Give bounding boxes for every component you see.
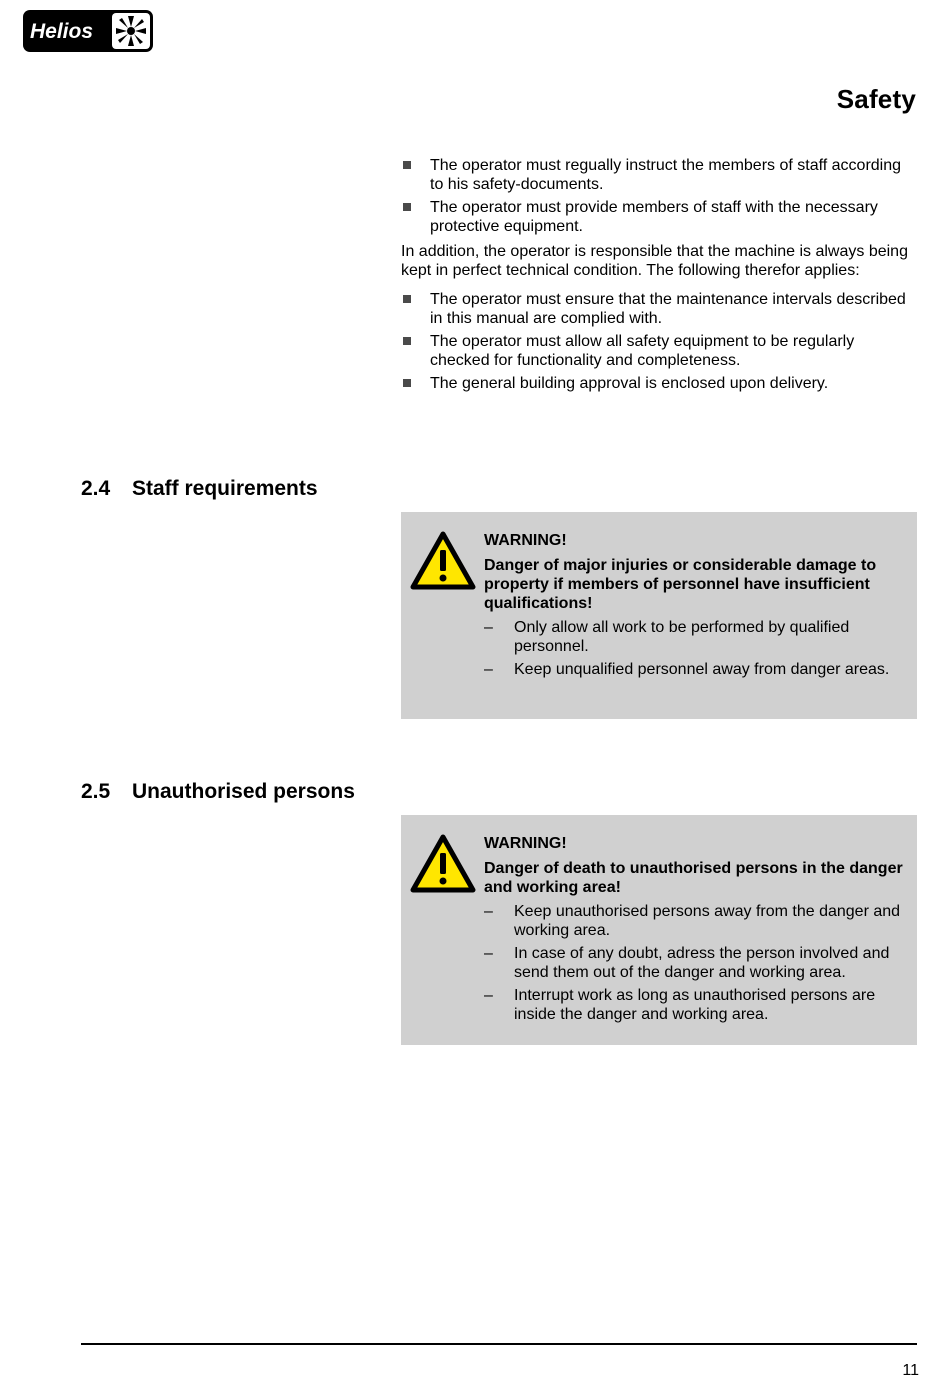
section-title: Staff requirements xyxy=(132,477,318,500)
list-item: – Only allow all work to be performed by qualified personnel. xyxy=(484,619,850,655)
section-title: Unauthorised persons xyxy=(132,780,355,803)
square-bullet-icon xyxy=(403,379,411,387)
warning-triangle-icon xyxy=(410,531,476,591)
dash-list xyxy=(484,618,907,679)
list-item: The general building approval is enclosed upon delivery. xyxy=(401,374,917,393)
footer-divider xyxy=(81,1343,917,1345)
square-bullet-icon xyxy=(403,337,411,345)
fan-icon xyxy=(116,16,146,46)
list-item: The operator must ensure that the maintenance intervals described in this manual are complied with. xyxy=(401,290,917,328)
section-heading xyxy=(81,477,318,501)
warning-box xyxy=(401,512,917,719)
square-bullet-icon xyxy=(403,203,411,211)
list-item: – In case of any doubt, adress the person involved and send them out of the danger and working area. xyxy=(484,945,890,981)
square-bullet-icon xyxy=(403,161,411,169)
list-item: The operator must provide members of staff with the necessary protective equipment. xyxy=(401,198,917,236)
page-number: 11 xyxy=(902,1362,919,1379)
bullet-list xyxy=(401,156,917,236)
square-bullet-icon xyxy=(403,295,411,303)
warning-box xyxy=(401,815,917,1045)
page-title: Safety xyxy=(836,84,916,114)
warning-triangle-icon xyxy=(410,834,476,894)
section-number: 2.5 xyxy=(81,780,111,803)
list-item: – Interrupt work as long as unauthorised persons are inside the danger and working area. xyxy=(484,987,876,1023)
list-item: The operator must allow all safety equipment to be regularly checked for functionality and completeness. xyxy=(401,332,917,370)
helios-logo xyxy=(22,9,154,53)
paragraph: In addition, the operator is responsible that the machine is always being kept in perfect technical condition. The following therefor applies: xyxy=(401,243,908,279)
list-item: – Keep unqualified personnel away from danger areas. xyxy=(484,661,890,678)
section-heading xyxy=(81,780,355,804)
section-number: 2.4 xyxy=(81,477,111,500)
warning-message: Danger of major injuries or considerable damage to property if members of personnel have insufficient qualifications! xyxy=(484,557,877,612)
list-item: The operator must regually instruct the members of staff according to his safety-documents. xyxy=(401,156,917,194)
list-item: – Keep unauthorised persons away from the danger and working area. xyxy=(484,903,901,939)
dash-list xyxy=(484,902,907,1024)
warning-message: Danger of death to unauthorised persons in the danger and working area! xyxy=(484,860,903,896)
intro-block xyxy=(401,156,917,397)
logo-text: Helios xyxy=(30,20,94,43)
warning-title: WARNING! xyxy=(484,835,567,852)
warning-title: WARNING! xyxy=(484,532,567,549)
bullet-list xyxy=(401,290,917,393)
